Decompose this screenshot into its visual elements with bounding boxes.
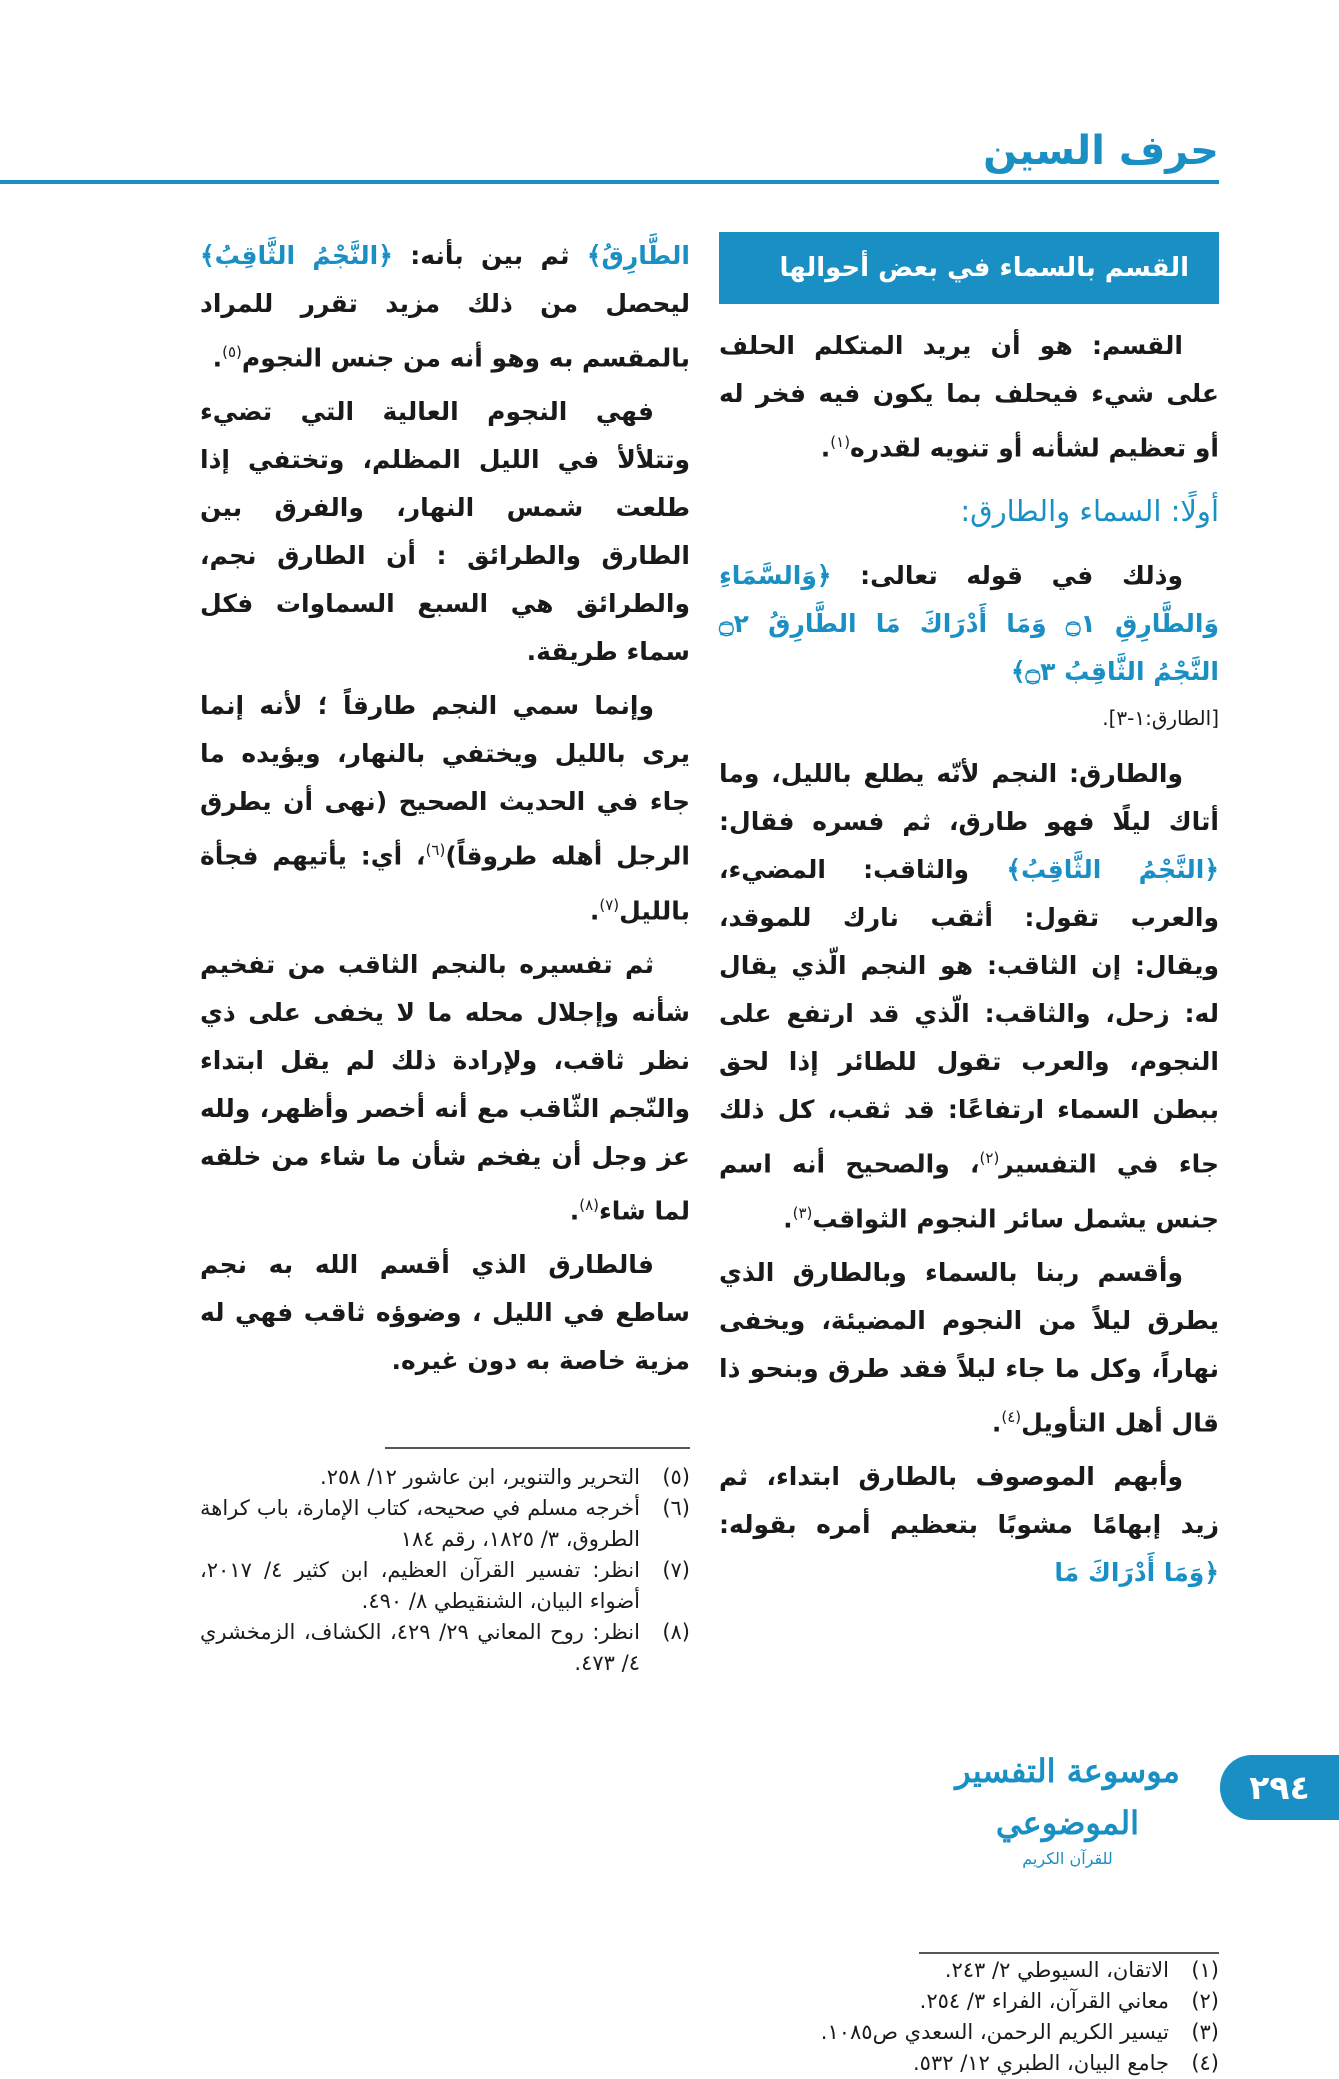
footnote — [719, 1986, 1219, 2017]
footnote — [719, 2017, 1219, 2048]
paragraph-text: وأبهم الموصوف بالطارق ابتداء، ثم زيد إبهامًا مشوبًا بتعظيم أمره بقوله: — [719, 1462, 1219, 1540]
paragraph — [719, 322, 1219, 472]
paragraph: فالطارق الذي أقسم الله به نجم ساطع في الليل ، وضوؤه ثاقب فهي له مزية خاصة به دون غيره. — [200, 1250, 690, 1376]
paragraph — [719, 1249, 1219, 1447]
footnote-number: (٧) — [662, 1558, 690, 1582]
quran-verse: ﴿وَالسَّمَاءِ وَالطَّارِقِ ۝١ وَمَا أَدْرَاكَ مَا الطَّارِقُ ۝٢ النَّجْمُ الثَّاقِبُ ۝٣﴾ — [719, 561, 1219, 687]
paragraph — [200, 941, 690, 1235]
paragraph — [200, 232, 690, 382]
footnote-number: (٤) — [1191, 2051, 1219, 2075]
footnote-divider — [919, 1952, 1219, 1954]
footnote — [200, 1493, 690, 1555]
footnote-number: (٦) — [662, 1496, 690, 1520]
section-title-banner: القسم بالسماء في بعض أحوالها — [719, 232, 1219, 304]
footnote-text: الاتقان، السيوطي ٢/ ٢٤٣. — [944, 1958, 1169, 1982]
footnote-text: معاني القرآن، الفراء ٣/ ٢٥٤. — [919, 1989, 1169, 2013]
left-column — [200, 232, 690, 1391]
paragraph-text: القسم: هو أن يريد المتكلم الحلف على شيء فيحلف بما يكون فيه فخر له أو تعظيم لشأنه أو تنويه لقدره — [719, 331, 1219, 463]
paragraph — [200, 682, 690, 935]
footnote-ref[interactable]: (٨) — [579, 1195, 599, 1214]
footnote-divider — [385, 1447, 690, 1449]
paragraph-end: . — [212, 343, 223, 373]
footnotes-right — [719, 1955, 1219, 2079]
right-column — [719, 232, 1219, 1603]
header-divider — [0, 180, 1219, 184]
verse-citation: [الطارق:١-٣]. — [1102, 706, 1219, 731]
footnote-ref[interactable]: (٢) — [979, 1149, 1000, 1168]
paragraph-text: ليحصل من ذلك مزيد تقرر للمراد بالمقسم به وهو أنه من جنس النجوم — [200, 289, 690, 373]
paragraph-text: وذلك في قوله تعالى: — [860, 561, 1183, 591]
footnote-ref[interactable]: (٣) — [792, 1203, 813, 1222]
quran-verse: الطَّارِقُ﴾ — [586, 241, 690, 270]
paragraph-text: والثاقب: المضيء، والعرب تقول: أثقب نارك للموقد، ويقال: إن الثاقب: هو النجم الّذي يقال له: زحل، والثاقب: الّذي قد ارتفع على النجوم، والعرب تقول للطائر إذا لحق ببطن السماء ارتفاعًا: قد ثقب، كل ذلك جاء في التفسير — [719, 855, 1220, 1179]
paragraph — [719, 1453, 1219, 1597]
quran-verse: ﴿النَّجْمُ الثَّاقِبُ﴾ — [200, 241, 393, 270]
footnotes-left — [200, 1462, 690, 1679]
paragraph-text: وإنما سمي النجم طارقاً ؛ لأنه إنما يرى بالليل ويختفي بالنهار، ويؤيده ما جاء في الحديث الصحيح (نهى أن يطرق الرجل أهله طروقاً) — [200, 691, 690, 871]
footnote-number: (٢) — [1191, 1989, 1219, 2013]
paragraph-text: وأقسم ربنا بالسماء وبالطارق الذي يطرق ليلاً من النجوم المضيئة، ويخفى نهاراً، وكل ما جاء ليلاً فقد طرق وبنحو ذا قال أهل التأويل — [719, 1257, 1219, 1438]
footnote-text: أخرجه مسلم في صحيحه، كتاب الإمارة، باب كراهة الطروق، ٣/ ١٨٢٥، رقم ١٨٤ — [200, 1496, 640, 1551]
footnote-text: التحرير والتنوير، ابن عاشور ١٢/ ٢٥٨. — [320, 1465, 640, 1489]
page-number: ٢٩٤ — [1220, 1755, 1339, 1820]
quran-verse: ﴿النَّجْمُ الثَّاقِبُ﴾ — [1006, 855, 1220, 885]
footnote-number: (٨) — [662, 1620, 690, 1644]
paragraph-text: ، والصحيح أنه اسم جنس يشمل سائر النجوم الثواقب — [719, 1149, 1219, 1233]
footnote-number: (٥) — [662, 1465, 690, 1489]
paragraph-end: . — [820, 433, 831, 463]
paragraph-end: . — [569, 1196, 580, 1226]
paragraph-end: . — [991, 1408, 1002, 1438]
paragraph-text: ثم بين بأنه: — [410, 241, 570, 270]
chapter-title: حرف السين — [983, 128, 1219, 174]
paragraph — [719, 552, 1219, 696]
footnote-ref[interactable]: (١) — [830, 433, 851, 451]
footnote-ref[interactable]: (٤) — [1001, 1407, 1022, 1426]
footnote-ref[interactable]: (٧) — [599, 895, 620, 914]
footnote — [719, 2048, 1219, 2079]
footnote-text: تيسير الكريم الرحمن، السعدي ص١٠٨٥. — [820, 2020, 1169, 2044]
paragraph: فهي النجوم العالية التي تضيء وتتلألأ في الليل المظلم، وتختفي إذا طلعت شمس النهار، والفرق بين الطارق والطرائق : أن الطارق نجم، والطرائق هي السبع السماوات فكل سماء طريقة. — [200, 397, 690, 667]
footnote — [719, 1955, 1219, 1986]
paragraph-text: ، أي: يأتيهم فجأة بالليل — [200, 841, 690, 925]
footnote-number: (٣) — [1191, 2020, 1219, 2044]
footnote-ref[interactable]: (٥) — [222, 343, 242, 361]
footnote — [200, 1555, 690, 1617]
paragraph-end: . — [783, 1203, 793, 1233]
footnote-text: انظر: روح المعاني ٢٩/ ٤٢٩، الكشاف، الزمخشري ٤/ ٤٧٣. — [200, 1620, 640, 1675]
paragraph-text: والطارق: النجم لأنّه يطلع بالليل، وما أتاك ليلًا فهو طارق، ثم فسره فقال: — [719, 759, 1219, 837]
footnote-number: (١) — [1191, 1958, 1219, 1982]
footnote — [200, 1617, 690, 1679]
encyclopedia-logo — [925, 1745, 1210, 1868]
logo-subtitle: للقرآن الكريم — [1022, 1849, 1113, 1868]
footnote-ref[interactable]: (٦) — [425, 841, 446, 860]
logo-title: موسوعة التفسير الموضوعي — [955, 1752, 1180, 1842]
footnote-text: جامع البيان، الطبري ١٢/ ٥٣٢. — [912, 2051, 1169, 2075]
footnote — [200, 1462, 690, 1493]
subheading: أولًا: السماء والطارق: — [960, 494, 1219, 529]
paragraph-text: ثم تفسيره بالنجم الثاقب من تفخيم شأنه وإجلال محله ما لا يخفى على ذي نظر ثاقب، ولإرادة ذلك لم يقل ابتداء والنّجم الثّاقب مع أنه أخصر وأظهر، ولله عز وجل أن يفخم شأن ما شاء من خلقه لما شاء — [200, 949, 690, 1226]
quran-verse: ﴿وَمَا أَدْرَاكَ مَا — [1054, 1558, 1219, 1588]
paragraph-end: . — [589, 895, 600, 925]
footnote-text: انظر: تفسير القرآن العظيم، ابن كثير ٤/ ٢٠١٧، أضواء البيان، الشنقيطي ٨/ ٤٩٠. — [200, 1558, 640, 1613]
paragraph — [719, 750, 1219, 1243]
